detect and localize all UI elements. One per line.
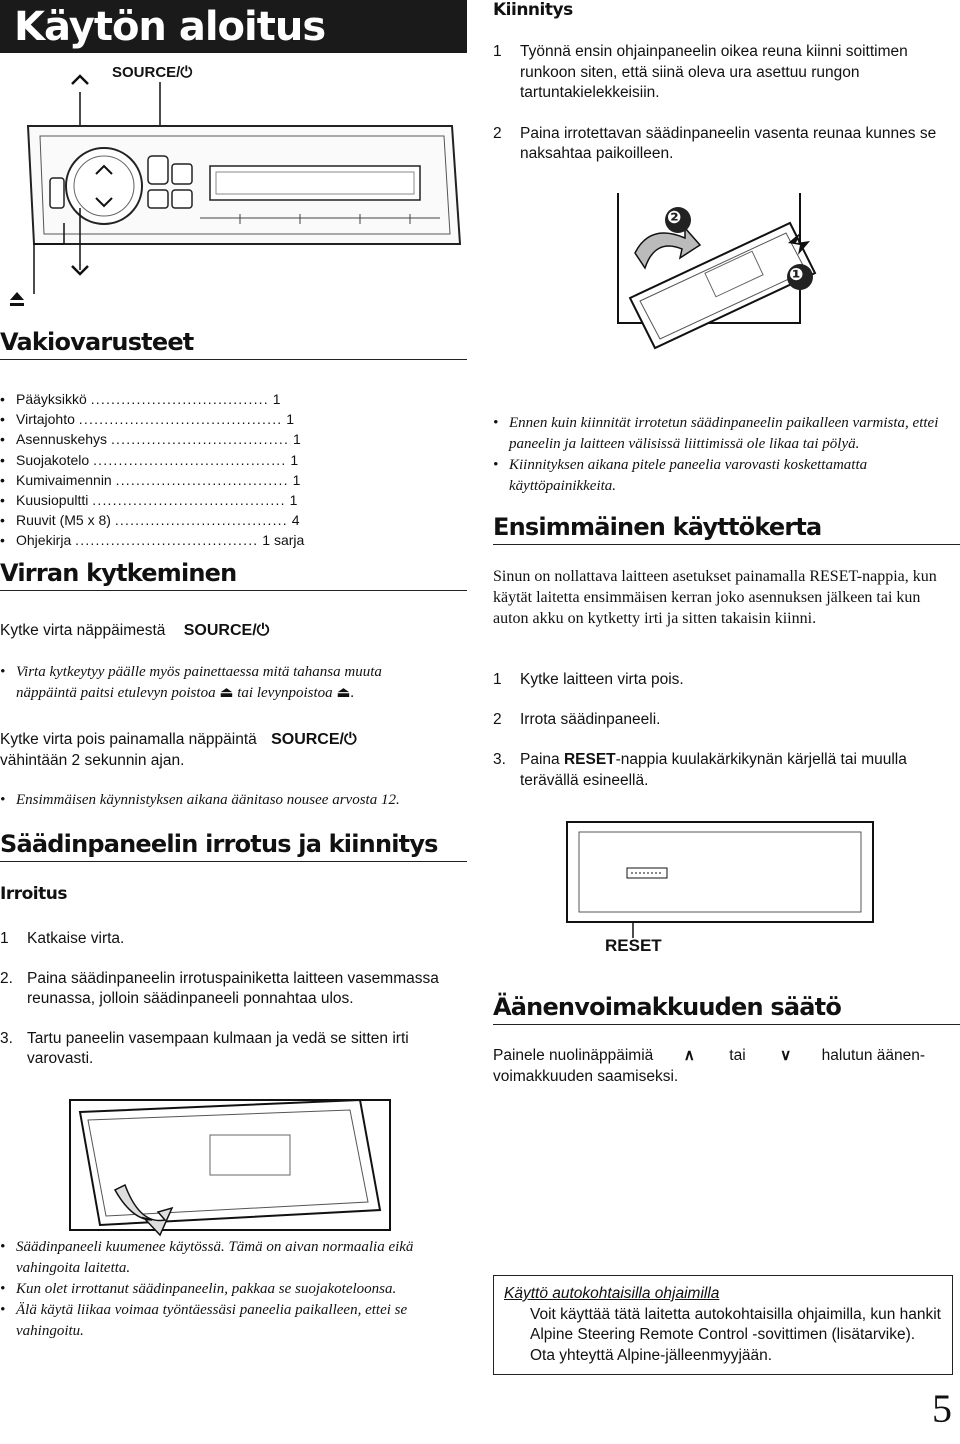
- detach-notes: [0, 1237, 460, 1342]
- list-item: • Säädinpaneeli kuumenee käytössä. Tämä on aivan normaalia eikä vahingoita laitetta.: [0, 1237, 460, 1279]
- section-heading-vakiovarusteet: Vakiovarusteet: [0, 328, 467, 360]
- step-item: 1 Kytke laitteen virta pois.: [493, 671, 684, 688]
- parts-list-item: • Kumivaimennin .................................. 1: [0, 470, 440, 490]
- reset-label: RESET: [605, 936, 662, 955]
- detach-steps: [0, 929, 460, 1089]
- box-body: Voit käyttää tätä laitetta autokohtaisilla ohjaimilla, kun hankit Alpine Steering Remote Control -sovittimen (lisätarvike). Ota yhteyttä Alpine-jälleenmyyjään.: [530, 1305, 941, 1364]
- source-power-label: SOURCE/⏻: [112, 64, 193, 81]
- eject-icon: [10, 292, 24, 300]
- disc-eject-icon: ⏏: [336, 685, 351, 701]
- subheading-irroitus: Irroitus: [0, 884, 67, 904]
- section-heading-irrotus: Säädinpaneelin irrotus ja kiinnitys: [0, 830, 467, 862]
- parts-list-item: • Asennuskehys ................................... 1: [0, 429, 440, 449]
- step-item: 3. Tartu paneelin vasempaan kulmaan ja vedä se sitten irti varovasti.: [0, 1029, 409, 1067]
- step-item: 2. Paina säädinpaneelin irrotuspainiketta laitteen vasemmassa reunassa, jolloin säädinpaneeli ponnahtaa ulos.: [0, 969, 439, 1007]
- page-number: 5: [932, 1386, 952, 1431]
- power-on-text: [0, 621, 269, 642]
- volume-up-icon: ∧: [683, 1047, 695, 1064]
- power-on-instruction: Kytke virta näppäimestä: [0, 622, 166, 639]
- list-item: • Ensimmäisen käynnistyksen aikana äänitaso nousee arvosta 12.: [0, 790, 460, 811]
- head-unit-drawing: [0, 58, 470, 318]
- step-mark-2: ❷: [667, 208, 682, 228]
- attach-steps: [493, 42, 953, 185]
- volume-down-icon: ∨: [779, 1047, 792, 1064]
- eject-icon: ⏏: [219, 685, 234, 701]
- page-title: Käytön aloitus: [0, 0, 467, 53]
- parts-list-item: • Kuusiopultti ...................................... 1: [0, 490, 440, 510]
- reset-figure: [565, 818, 875, 963]
- box-title: Käyttö autokohtaisilla ohjaimilla: [504, 1285, 720, 1302]
- source-power-key: SOURCE/⏻: [183, 622, 270, 639]
- attach-notes: [493, 413, 955, 497]
- parts-list-item: • Pääyksikkö ................................... 1: [0, 389, 440, 409]
- power-off-duration: vähintään 2 sekunnin ajan.: [0, 751, 185, 769]
- list-item: • Älä käytä liikaa voimaa työntäessäsi paneelia paikalleen, ettei se vahingoitu.: [0, 1300, 460, 1342]
- power-off-instruction: Kytke virta pois painamalla näppäintä: [0, 731, 257, 748]
- power-on-note: [0, 662, 460, 704]
- front-panel-figure: [0, 58, 470, 318]
- section-heading-ensimmainen: Ensimmäinen käyttökerta: [493, 513, 960, 545]
- steering-control-box: [493, 1275, 953, 1375]
- attach-figure: [600, 183, 840, 383]
- detach-figure: [60, 1090, 400, 1240]
- first-use-steps: [493, 670, 953, 749]
- up-arrow-icon: [72, 76, 88, 84]
- section-heading-aanenvoimakkuus: Äänenvoimakkuuden säätö: [493, 993, 960, 1025]
- volume-text: Painele nuolinäppäimiä ∧ tai ∨ halutun äänen- voimakkuuden saamiseksi.: [493, 1047, 926, 1085]
- step-item: 2 Paina irrotettavan säädinpaneelin vasenta reunaa kunnes se naksahtaa paikoilleen.: [493, 124, 937, 162]
- section-heading-virran-kytkeminen: Virran kytkeminen: [0, 559, 467, 591]
- parts-list-item: • Ruuvit (M5 x 8) .................................. 4: [0, 510, 440, 530]
- volume-note: [0, 790, 460, 811]
- step-item: 1 Katkaise virta.: [0, 930, 125, 947]
- parts-list-item: • Virtajohto ........................................ 1: [0, 409, 440, 429]
- step-mark-1: ❶: [789, 265, 804, 285]
- parts-list-item: • Ohjekirja .................................... 1 sarja: [0, 530, 440, 550]
- parts-list-item: • Suojakotelo ...................................... 1: [0, 450, 440, 470]
- step-item: 1 Työnnä ensin ohjainpaneelin oikea reuna kiinni soittimen runkoon siten, että siinä oleva ura asettuu rungon tartuntakielekkeisiin.: [493, 43, 908, 101]
- first-use-step-3: 3. Paina RESET-nappia kuulakärkikynän kärjellä tai muulla terävällä esineellä.: [493, 751, 907, 789]
- list-item: • Kun olet irrottanut säädinpaneelin, pakkaa se suojakoteloonsa.: [0, 1279, 460, 1300]
- list-item: • Virta kytkeytyy päälle myös painettaessa mitä tahansa muuta näppäintä paitsi etulevyn poistoa ⏏ tai levynpoistoa ⏏.: [0, 662, 460, 704]
- list-item: • Ennen kuin kiinnität irrotetun säädinpaneelin paikalleen varmista, ettei paneelin ja laitteen välisissä liittimissä ole likaa tai pölyä.: [493, 413, 955, 455]
- source-power-key: SOURCE/⏻: [271, 731, 357, 748]
- subheading-kiinnitys: Kiinnitys: [493, 0, 573, 20]
- power-off-text: [0, 730, 460, 771]
- first-use-intro: Sinun on nollattava laitteen asetukset painamalla RESET-nappia, kun käytät laitetta ensimmäisen kerran joko asennuksen jälkeen tai kun auton akku on kytketty irti ja sitten takaisin kiinni.: [493, 568, 937, 627]
- step-item: 2 Irrota säädinpaneeli.: [493, 710, 661, 728]
- list-item: • Kiinnityksen aikana pitele paneelia varovasti koskettamatta käyttöpainikkeita.: [493, 455, 955, 497]
- parts-list: [0, 389, 440, 551]
